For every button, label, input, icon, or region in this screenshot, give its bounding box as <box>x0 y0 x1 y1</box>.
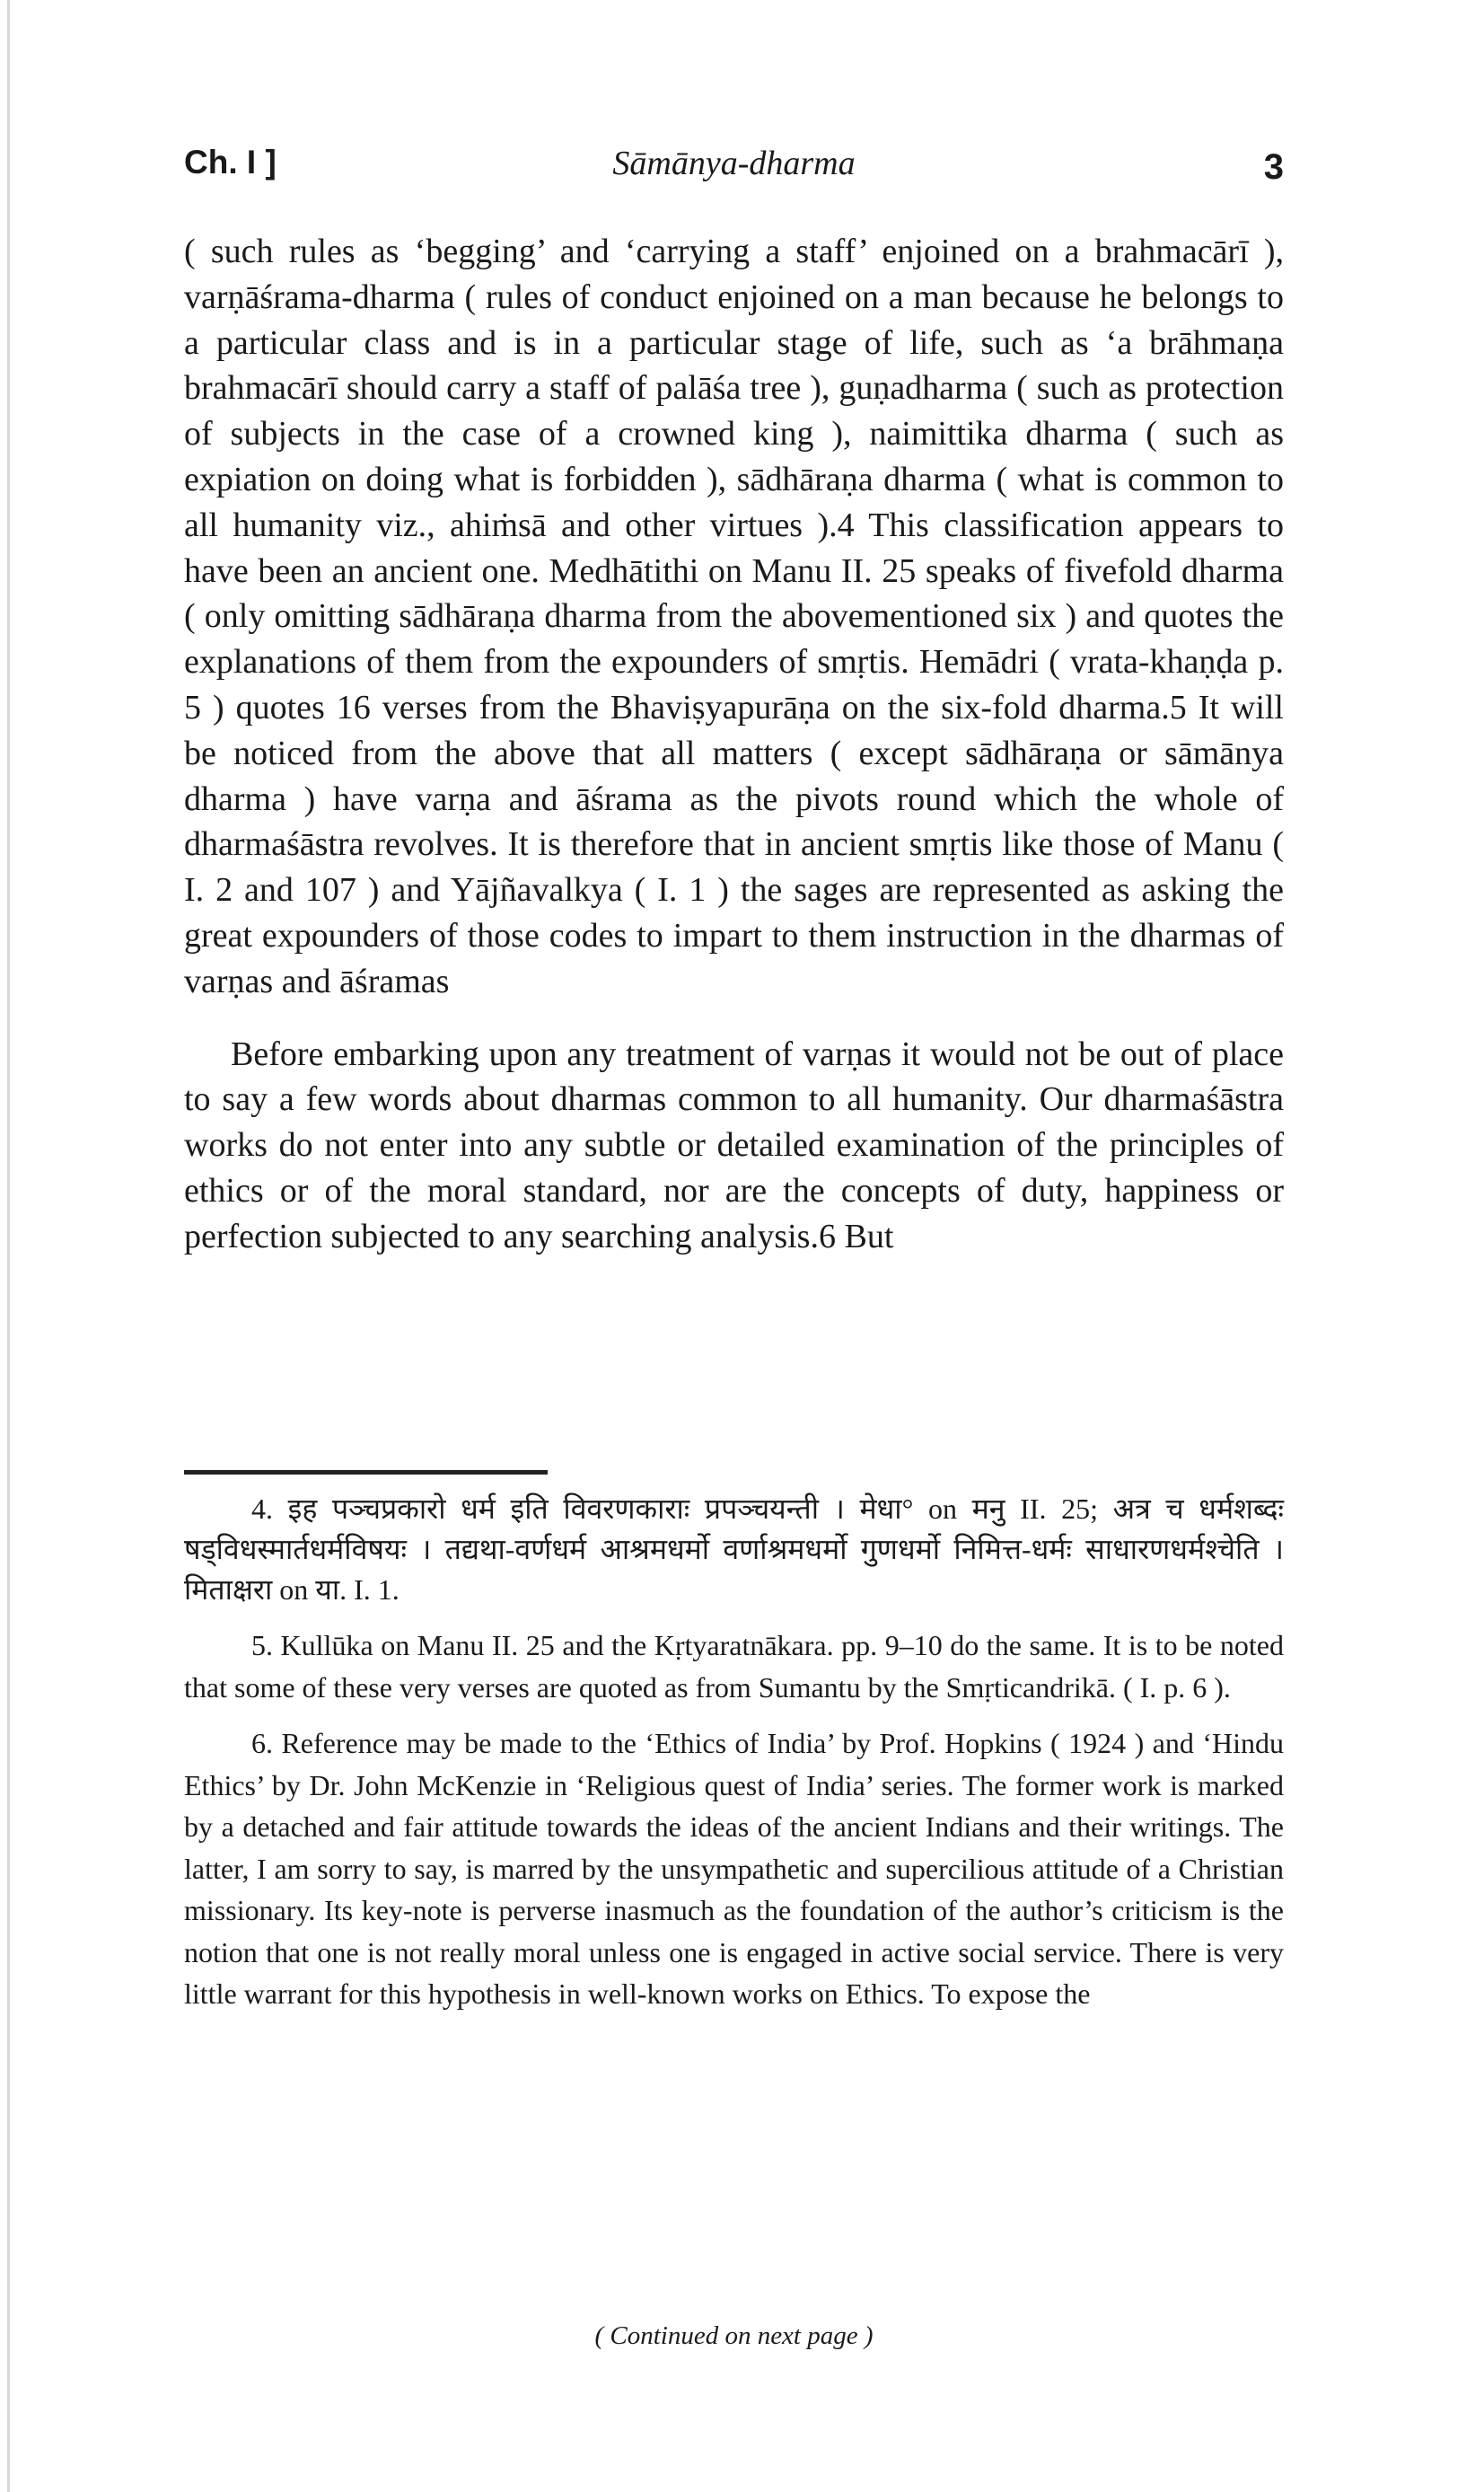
continued-note: ( Continued on next page ) <box>594 2321 874 2350</box>
running-header <box>184 144 1284 198</box>
main-text <box>184 229 1284 1260</box>
running-title: Sāmānya-dharma <box>612 145 856 182</box>
footnote-6: 6. Reference may be made to the ‘Ethics of India’ by Prof. Hopkins ( 1924 ) and ‘Hindu Ethics’ by Dr. John McKenzie in ‘Religious quest of India’ series. The former work is marked by a detached and fair attitude towards the ideas of the ancient Indians and their writings. The latter, I am sorry to say, is marred by the unsympathetic and supercilious attitude of a Christian missionary. Its key-note is perverse inasmuch as the foundation of the author’s criticism is the notion that one is not really moral unless one is engaged in active social service. There is very little warrant for this hypothesis in well-known works on Ethics. To expose the <box>184 1727 1284 2010</box>
scan-margin-line <box>7 0 10 2492</box>
chapter-label: Ch. I ] <box>184 144 277 181</box>
footnote-5: 5. Kullūka on Manu II. 25 and the Kṛtyaratnākara. pp. 9–10 do the same. It is to be noted that some of these very verses are quoted as from Sumantu by the Smṛticandrikā. ( I. p. 6 ). <box>184 1629 1284 1704</box>
paragraph-1: ( such rules as ‘begging’ and ‘carrying a staff’ enjoined on a brahmacārī ), varṇāśrama-dharma ( rules of conduct enjoined on a man because he belongs to a particular class and is in a particular stage of life, such as ‘a brāhmaṇa brahmacārī should carry a staff of palāśa tree ), guṇadharma ( such as protection of subjects in the case of a crowned king ), naimittika dharma ( such as expiation on doing what is forbidden ), sādhāraṇa dharma ( what is common to all humanity viz., ahiṁsā and other virtues ).4 This classification appears to have been an ancient one. Medhātithi on Manu II. 25 speaks of fivefold dharma ( only omitting sādhāraṇa dharma from the abovementioned six ) and quotes the explanations of them from the expounders of smṛtis. Hemādri ( vrata-khaṇḍa p. 5 ) quotes 16 verses from the Bhaviṣyapurāṇa on the six-fold dharma.5 It will be noticed from the above that all matters ( except sādhāraṇa or sāmānya dharma ) have varṇa and āśrama as the pivots round which the whole of dharmaśāstra revolves. It is therefore that in ancient smṛtis like those of Manu ( I. 2 and 107 ) and Yājñavalkya ( I. 1 ) the sages are represented as asking the great expounders of those codes to impart to them instruction in the dharmas of varṇas and āśramas <box>184 233 1284 1000</box>
footnote-rule <box>184 1470 548 1475</box>
paragraph-2: Before embarking upon any treatment of varṇas it would not be out of place to say a few words about dharmas common to all humanity. Our dharmaśāstra works do not enter into any subtle or detailed examination of the principles of ethics or of the moral standard, nor are the concepts of duty, happiness or perfection subjected to any searching analysis.6 But <box>184 1035 1284 1255</box>
footnote-4: 4. इह पञ्चप्रकारो धर्म इति विवरणकाराः प्रपञ्चयन्ती । मेधा° on मनु II. 25; अत्र च धर्मशब्दः षड्विधस्मार्तधर्मविषयः । तद्यथा-वर्णधर्म आश्रमधर्मो वर्णाश्रमधर्मो गुणधर्मो निमित्त-धर्मः साधारणधर्मश्चेति । मिताक्षरा on या. I. 1. <box>184 1493 1284 1606</box>
page-number: 3 <box>1263 147 1284 187</box>
footnotes <box>184 1489 1284 2030</box>
